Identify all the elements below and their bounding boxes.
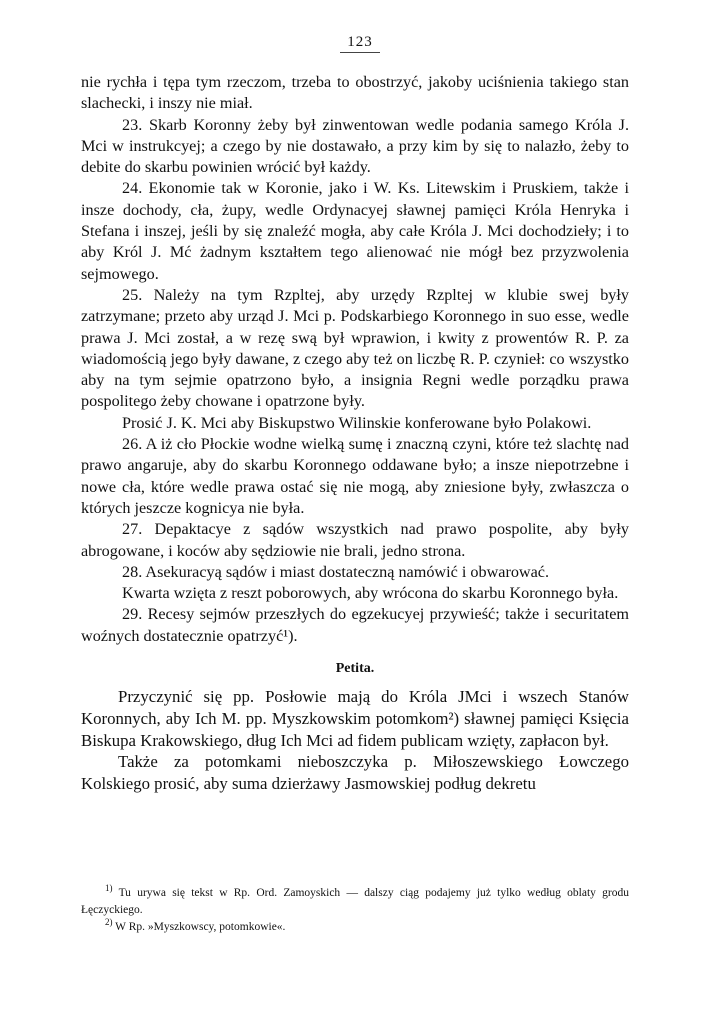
footnote-text: W Rp. »Myszkowscy, potomkowie«. (115, 921, 286, 933)
paragraph: 29. Recesy sejmów przeszłych do egzekucyej przywieść; także i securitatem woźnych dostatecznie opatrzyć¹). (81, 605, 629, 645)
paragraph: Także za potomkami nieboszczyka p. Miłoszewskiego Łowczego Kolskiego prosić, aby suma dzierżawy Jasmowskiej podług dekretu (81, 752, 629, 794)
paragraph: Kwarta wzięta z reszt poborowych, aby wrócona do skarbu Koronnego była. (122, 584, 619, 603)
paragraph: 25. Należy na tym Rzpltej, aby urzędy Rzpltej w klubie swej były zatrzymane; przeto aby urząd J. Mci p. Podskarbiego Koronnego in suo esse, wedle prawa J. Mci został, a w rezę swą był wprawion, i kwity z prowentów R. P. za wiadomością jego były dawane, z czego aby też on liczbę R. P. czynieł: co wszystko aby na tym sejmie opatrzono było, a insignia Regni wedle porządku prawa pospolitego żeby chowane i opatrzone były. (81, 285, 629, 411)
paragraph: Przyczynić się pp. Posłowie mają do Króla JMci i wszech Stanów Koronnych, aby Ich M. pp. Myszkowskim potomkom²) sławnej pamięci Księcia Biskupa Krakowskiego, dług Ich Mci ad fidem publicam wzięty, zapłacon był. (81, 687, 629, 750)
page-number: 123 (0, 34, 720, 53)
paragraph: 26. A iż cło Płockie wodne wielką sumę i znaczną czyni, które też slachtę nad prawo angaruje, aby do skarbu Koronnego oddawane było; a insze niepotrzebne i nowe cła, które wedle prawa ostać się nie mogą, aby zniesione były, zwłaszcza o których jeszcze kognicya nie była. (81, 435, 629, 517)
paragraph: 23. Skarb Koronny żeby był zinwentowan wedle podania samego Króla J. Mci w instrukcyej; a czego by nie dostawało, a przy kim by się to nalazło, żeby to debite do skarbu powinien wrócić był każdy. (81, 115, 629, 177)
petita-section (81, 686, 629, 795)
footnotes (81, 885, 629, 936)
paragraph: 27. Depaktacye z sądów wszystkich nad prawo pospolite, aby były abrogowane, i koców aby sędziowie nie brali, jedno strona. (81, 520, 629, 560)
paragraph: Prosić J. K. Mci aby Biskupstwo Wilinskie konferowane było Polakowi. (122, 413, 592, 432)
paragraph: 28. Asekuracyą sądów i miast dostateczną namówić i obwarować. (122, 562, 550, 581)
section-title: Petita. (335, 661, 375, 677)
footnote-text: Tu urywa się tekst w Rp. Ord. Zamoyskich — dalszy ciąg podajemy już tylko według oblaty grodu Łęczyckiego. (81, 887, 630, 916)
paragraph: 24. Ekonomie tak w Koronie, jako i W. Ks. Litewskim i Pruskiem, także i insze dochody, cła, żupy, wedle Ordynacyej sławnej pamięci Króla Henryka i Stefana i inszej, jeśli by się znaleźć mogła, aby całe Króla J. Mci dochodziełу; i to aby Król J. Mć żadnym kształtem tego alienować nie mógł bez przyzwolenia sejmowego. (81, 179, 629, 283)
footnote (81, 919, 629, 936)
paragraph: nie rychła i tępa tym rzeczom, trzeba to obostrzyć, jakoby uciśnienia takiego stan slachecki, i inszy nie miał. (81, 73, 629, 113)
footnote-mark: 2) (105, 917, 113, 928)
footnote-mark: 1) (105, 883, 113, 894)
main-text (81, 72, 629, 795)
footnote (81, 885, 629, 919)
